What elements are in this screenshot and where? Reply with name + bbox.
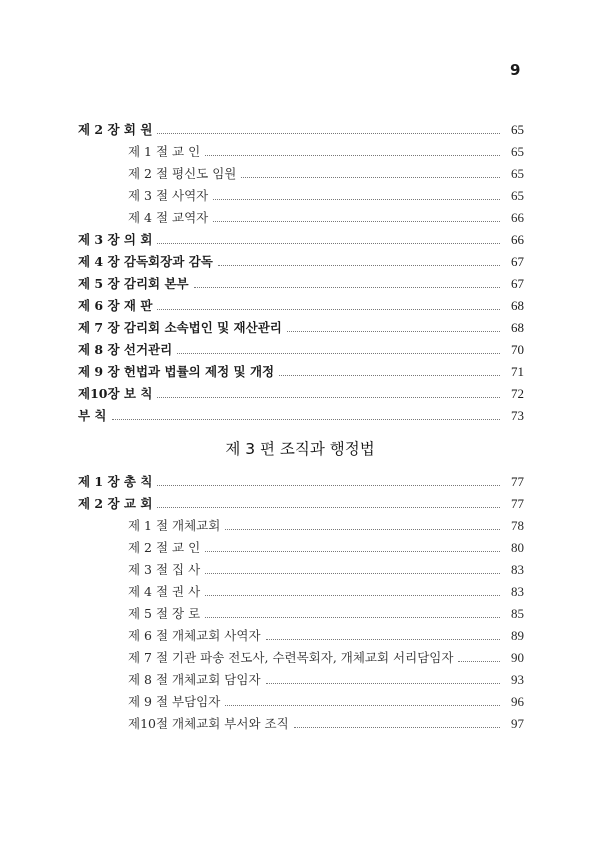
- toc-section-entry: [78, 688, 524, 710]
- toc-entry-page: 77: [511, 474, 524, 489]
- toc-entry-label: 제 4 절 권 사: [128, 584, 201, 599]
- dot-leader: [279, 374, 500, 376]
- toc-entry-page: 66: [511, 210, 524, 225]
- dot-leader: [194, 286, 500, 288]
- dot-leader: [218, 264, 500, 266]
- toc-chapter-entry: [78, 116, 524, 138]
- toc-chapter-entry: [78, 358, 524, 380]
- toc-entry-page: 85: [511, 606, 524, 621]
- dot-leader: [112, 418, 500, 420]
- dot-leader: [205, 616, 500, 618]
- toc-entry-label: 제10절 개체교회 부서와 조직: [128, 716, 289, 731]
- page-number: 9: [510, 61, 521, 79]
- toc-entry-page: 67: [511, 254, 524, 269]
- toc-entry-page: 65: [511, 122, 524, 137]
- toc-entry-page: 93: [511, 672, 524, 687]
- dot-leader: [266, 638, 500, 640]
- toc-entry-page: 71: [511, 364, 524, 379]
- toc-entry-label: 제 4 장 감독회장과 감독: [78, 254, 213, 269]
- toc-entry-page: 89: [511, 628, 524, 643]
- dot-leader: [213, 198, 500, 200]
- toc-section-entry: [78, 710, 524, 732]
- toc-entry-page: 68: [511, 320, 524, 335]
- part-title: 제 3 편 조직과 행정법: [225, 440, 375, 458]
- toc-entry-label: 제 8 장 선거관리: [78, 342, 173, 357]
- dot-leader: [225, 528, 500, 530]
- toc-chapter-entry: [78, 490, 524, 512]
- toc-section-entry: [78, 666, 524, 688]
- toc-entry-page: 78: [511, 518, 524, 533]
- toc-entry-page: 80: [511, 540, 524, 555]
- toc-entry-page: 65: [511, 144, 524, 159]
- toc-entry-label: 부 칙: [78, 408, 107, 423]
- toc-section-entry: [78, 622, 524, 644]
- toc-entry-label: 제 2 장 교 회: [78, 496, 153, 511]
- toc-entry-label: 제10장 보 칙: [78, 386, 153, 401]
- toc-entry-page: 65: [511, 188, 524, 203]
- toc-entry-label: 제 5 장 감리회 본부: [78, 276, 189, 291]
- toc-entry-page: 68: [511, 298, 524, 313]
- toc-entry-label: 제 5 절 장 로: [128, 606, 201, 621]
- dot-leader: [157, 242, 500, 244]
- toc-entry-label: 제 2 절 교 인: [128, 540, 201, 555]
- toc-entry-page: 67: [511, 276, 524, 291]
- toc-list-part-3: [78, 468, 524, 732]
- dot-leader: [205, 154, 500, 156]
- dot-leader: [225, 704, 500, 706]
- toc-chapter-entry: [78, 336, 524, 358]
- toc-entry-label: 제 2 장 회 원: [78, 122, 153, 137]
- toc-chapter-entry: [78, 270, 524, 292]
- dot-leader: [458, 660, 500, 662]
- toc-entry-label: 제 1 절 교 인: [128, 144, 201, 159]
- dot-leader: [157, 132, 500, 134]
- toc-section-entry: [78, 160, 524, 182]
- toc-entry-label: 제 6 절 개체교회 사역자: [128, 628, 261, 643]
- dot-leader: [177, 352, 500, 354]
- toc-chapter-entry: [78, 248, 524, 270]
- toc-entry-page: 96: [511, 694, 524, 709]
- toc-entry-page: 73: [511, 408, 524, 423]
- toc-entry-label: 제 1 절 개체교회: [128, 518, 221, 533]
- toc-entry-label: 제 3 절 집 사: [128, 562, 201, 577]
- toc-chapter-entry: [78, 402, 524, 424]
- toc-section-entry: [78, 204, 524, 226]
- toc-section-entry: [78, 556, 524, 578]
- dot-leader: [241, 176, 500, 178]
- toc-entry-label: 제 9 절 부담임자: [128, 694, 221, 709]
- dot-leader: [205, 594, 500, 596]
- dot-leader: [205, 572, 500, 574]
- toc-section-entry: [78, 534, 524, 556]
- toc-entry-label: 제 7 장 감리회 소속법인 및 재산관리: [78, 320, 282, 335]
- dot-leader: [157, 396, 500, 398]
- toc-entry-label: 제 3 절 사역자: [128, 188, 209, 203]
- toc-list-part-2: [78, 116, 524, 424]
- toc-chapter-entry: [78, 292, 524, 314]
- toc-section-entry: [78, 182, 524, 204]
- toc-entry-label: 제 9 장 헌법과 법률의 제정 및 개정: [78, 364, 275, 379]
- toc-entry-page: 72: [511, 386, 524, 401]
- toc-section-entry: [78, 578, 524, 600]
- toc-entry-page: 90: [511, 650, 524, 665]
- toc-entry-label: 제 4 절 교역자: [128, 210, 209, 225]
- toc-entry-page: 65: [511, 166, 524, 181]
- toc-entry-label: 제 8 절 개체교회 담임자: [128, 672, 261, 687]
- dot-leader: [294, 726, 500, 728]
- toc-entry-page: 83: [511, 584, 524, 599]
- toc-entry-page: 77: [511, 496, 524, 511]
- toc-entry-label: 제 6 장 재 판: [78, 298, 153, 313]
- toc-entry-page: 66: [511, 232, 524, 247]
- toc-section-entry: [78, 512, 524, 534]
- toc-entry-label: 제 2 절 평신도 임원: [128, 166, 237, 181]
- dot-leader: [157, 506, 500, 508]
- toc-section-entry: [78, 600, 524, 622]
- toc-chapter-entry: [78, 380, 524, 402]
- toc-chapter-entry: [78, 226, 524, 248]
- toc-section-entry: [78, 138, 524, 160]
- toc-entry-label: 제 1 장 총 칙: [78, 474, 153, 489]
- toc-chapter-entry: [78, 314, 524, 336]
- toc-entry-page: 83: [511, 562, 524, 577]
- dot-leader: [157, 484, 500, 486]
- toc-entry-label: 제 3 장 의 회: [78, 232, 153, 247]
- dot-leader: [157, 308, 500, 310]
- dot-leader: [205, 550, 500, 552]
- toc-entry-page: 97: [511, 716, 524, 731]
- dot-leader: [213, 220, 500, 222]
- dot-leader: [287, 330, 500, 332]
- toc-chapter-entry: [78, 468, 524, 490]
- dot-leader: [266, 682, 500, 684]
- toc-entry-page: 70: [511, 342, 524, 357]
- toc-entry-label: 제 7 절 기관 파송 전도사, 수련목회자, 개체교회 서리담임자: [128, 650, 454, 665]
- toc-section-entry: [78, 644, 524, 666]
